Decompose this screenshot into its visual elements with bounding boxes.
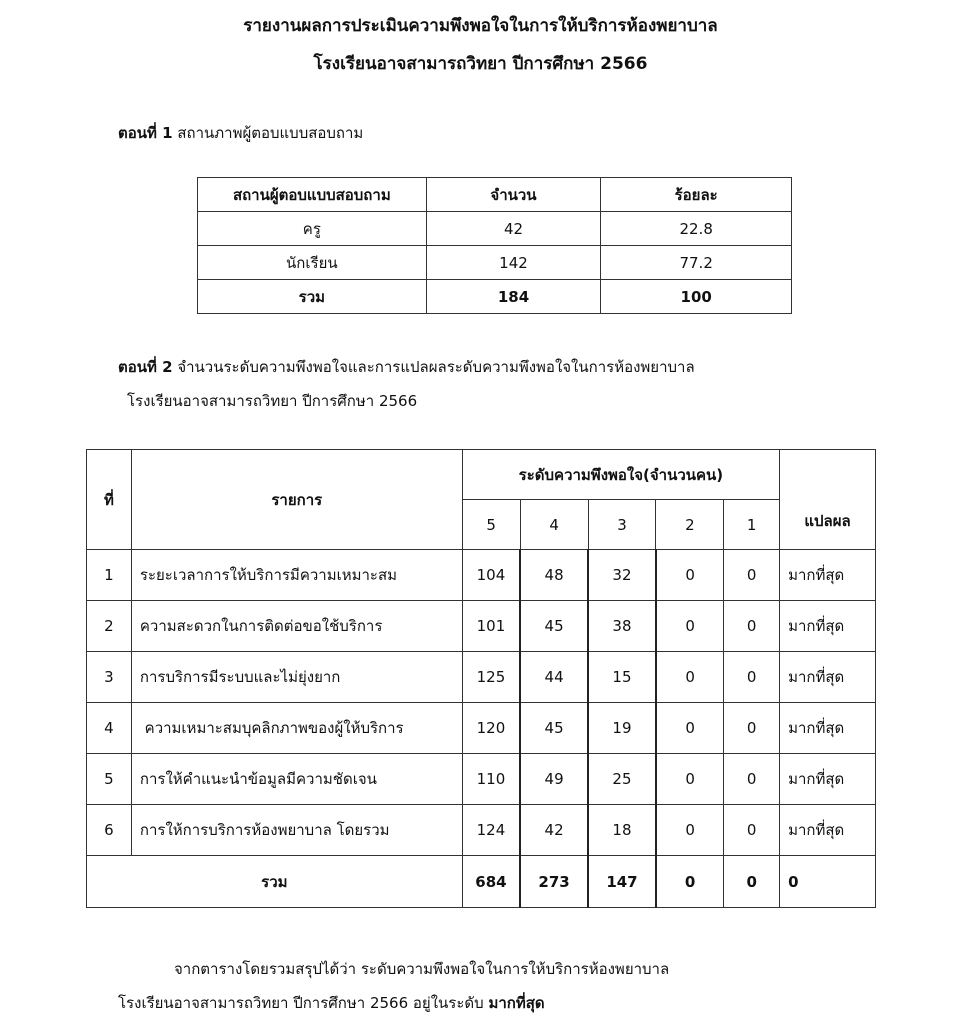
section-2-text: จำนวนระดับความพึงพอใจและการแปลผลระดับความพึงพอใจในการห้องพยาบาล [177,358,695,376]
cell-level-4: 45 [520,601,588,652]
table-total-row [198,280,792,314]
satisfaction-table [86,449,876,908]
cell-no: 6 [87,805,132,856]
cell-level-4: 42 [520,805,588,856]
section-1-heading [118,121,363,145]
cell-total-level-4: 273 [520,856,588,908]
cell-result: มากที่สุด [780,805,876,856]
cell-level-1: 0 [724,805,780,856]
table-row [87,805,876,856]
header-percent: ร้อยละ [601,178,792,212]
header-level-2: 2 [656,500,724,550]
header-result: แปลผล [780,450,876,550]
section-1-text: สถานภาพผู้ตอบแบบสอบถาม [177,124,364,142]
cell-total-count: 184 [426,280,601,314]
header-item: รายการ [131,450,462,550]
cell-level-5: 125 [462,652,520,703]
cell-item: การให้คำแนะนำข้อมูลมีความชัดเจน [131,754,462,805]
cell-count: 42 [426,212,601,246]
cell-level-3: 15 [588,652,656,703]
cell-level-1: 0 [724,652,780,703]
conclusion-line-2 [118,991,545,1015]
cell-level-2: 0 [656,754,724,805]
cell-level-5: 104 [462,550,520,601]
header-level-3: 3 [588,500,656,550]
cell-level-4: 48 [520,550,588,601]
cell-level-5: 124 [462,805,520,856]
cell-level-1: 0 [724,550,780,601]
cell-no: 2 [87,601,132,652]
cell-percent: 22.8 [601,212,792,246]
cell-level-5: 101 [462,601,520,652]
cell-level-3: 18 [588,805,656,856]
table-header-row [198,178,792,212]
cell-total-result: 0 [780,856,876,908]
respondent-status-table [197,177,792,314]
cell-total-label: รวม [198,280,427,314]
section-2-subheading: โรงเรียนอาจสามารถวิทยา ปีการศึกษา 2566 [127,392,418,410]
cell-level-3: 32 [588,550,656,601]
cell-item: การบริการมีระบบและไม่ยุ่งยาก [131,652,462,703]
cell-result: มากที่สุด [780,550,876,601]
cell-level-2: 0 [656,703,724,754]
cell-total-level-2: 0 [656,856,724,908]
cell-level-2: 0 [656,550,724,601]
table-row [87,550,876,601]
cell-status: นักเรียน [198,246,427,280]
cell-no: 1 [87,550,132,601]
table-row [87,601,876,652]
section-2-heading [118,355,695,379]
section-2-label: ตอนที่ 2 [118,358,173,376]
cell-result: มากที่สุด [780,754,876,805]
cell-level-3: 25 [588,754,656,805]
table-row [87,754,876,805]
header-level-1: 1 [724,500,780,550]
cell-level-2: 0 [656,601,724,652]
header-level-4: 4 [520,500,588,550]
conclusion-text: โรงเรียนอาจสามารถวิทยา ปีการศึกษา 2566 อยู่ในระดับ [118,994,489,1012]
cell-result: มากที่สุด [780,652,876,703]
report-title-line-1: รายงานผลการประเมินความพึงพอใจในการให้บริการห้องพยาบาล [243,16,718,36]
table-row [87,703,876,754]
cell-item: ความเหมาะสมบุคลิกภาพของผู้ให้บริการ [131,703,462,754]
cell-level-3: 19 [588,703,656,754]
cell-total-percent: 100 [601,280,792,314]
cell-no: 4 [87,703,132,754]
cell-level-1: 0 [724,754,780,805]
cell-percent: 77.2 [601,246,792,280]
cell-level-4: 44 [520,652,588,703]
header-count: จำนวน [426,178,601,212]
cell-level-5: 110 [462,754,520,805]
cell-total-level-1: 0 [724,856,780,908]
cell-total-label: รวม [87,856,463,908]
cell-item: ระยะเวลาการให้บริการมีความเหมาะสม [131,550,462,601]
cell-status: ครู [198,212,427,246]
table-row [198,212,792,246]
cell-level-3: 38 [588,601,656,652]
cell-no: 5 [87,754,132,805]
cell-total-level-5: 684 [462,856,520,908]
cell-item: ความสะดวกในการติดต่อขอใช้บริการ [131,601,462,652]
table-header-row [87,450,876,500]
table-total-row [87,856,876,908]
cell-level-2: 0 [656,652,724,703]
cell-level-2: 0 [656,805,724,856]
section-1-label: ตอนที่ 1 [118,124,173,142]
cell-no: 3 [87,652,132,703]
cell-total-level-3: 147 [588,856,656,908]
table-row [198,246,792,280]
cell-level-1: 0 [724,601,780,652]
conclusion-level: มากที่สุด [488,994,545,1012]
cell-level-4: 49 [520,754,588,805]
cell-result: มากที่สุด [780,601,876,652]
cell-level-1: 0 [724,703,780,754]
cell-result: มากที่สุด [780,703,876,754]
header-no: ที่ [87,450,132,550]
cell-level-4: 45 [520,703,588,754]
header-status: สถานผู้ตอบแบบสอบถาม [198,178,427,212]
table-row [87,652,876,703]
cell-level-5: 120 [462,703,520,754]
header-level: ระดับความพึงพอใจ(จำนวนคน) [462,450,779,500]
report-title-line-2: โรงเรียนอาจสามารถวิทยา ปีการศึกษา 2566 [313,54,648,74]
conclusion-line-1: จากตารางโดยรวมสรุปได้ว่า ระดับความพึงพอใจในการให้บริการห้องพยาบาล [174,960,670,978]
cell-item: การให้การบริการห้องพยาบาล โดยรวม [131,805,462,856]
cell-count: 142 [426,246,601,280]
header-level-5: 5 [462,500,520,550]
